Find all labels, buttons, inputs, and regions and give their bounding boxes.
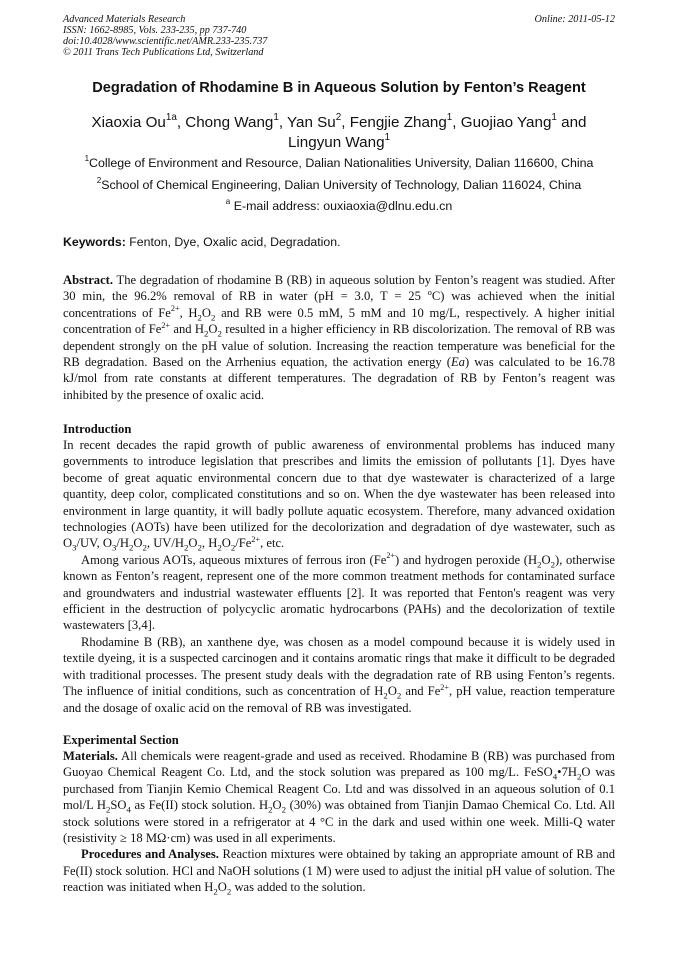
doi-line: doi:10.4028/www.scientific.net/AMR.233-235.737 xyxy=(63,36,268,47)
body-text: (30%) was obtained from Tianjin Damao Chemical Co. Ltd. All stock solutions were stored in a refrigerator at 4 °C in the dark and used within one week. Milli-Q water (resistivity ≥ 18 MΩ·cm) was used in all experiments. xyxy=(63,798,615,846)
abstract xyxy=(63,272,615,403)
subscript: 2 xyxy=(576,771,582,782)
body-text: , pH value, reaction temperature and the dosage of oxalic acid on the removal of RB was investigated. xyxy=(63,684,615,715)
subscript: 2 xyxy=(217,542,222,553)
subscript: 2 xyxy=(281,804,287,815)
paragraph xyxy=(63,437,615,552)
author: Guojiao Yang xyxy=(460,114,552,131)
body-text: and Fe xyxy=(401,684,441,699)
abstract-text: ) was calculated to be 16.78 kJ/mol from rate constants at different temperatures. The degradation of RB by Fenton’s reagent was inhibited by the presence of oxalic acid. xyxy=(63,355,615,402)
subscript: 2 xyxy=(396,690,402,701)
author-superscript: 1 xyxy=(446,112,453,124)
body-text: , etc. xyxy=(260,536,285,551)
author-conjunction: and xyxy=(561,114,587,131)
subscript: 2 xyxy=(184,542,189,553)
subscript: 2 xyxy=(197,312,202,323)
subscript: 2 xyxy=(204,328,209,339)
subscript: 4 xyxy=(552,771,558,782)
paragraph xyxy=(63,634,615,716)
journal-header xyxy=(63,14,615,58)
author-superscript: 1a xyxy=(165,112,177,124)
paragraph-label: Materials. xyxy=(63,749,118,763)
email-superscript: a xyxy=(225,197,231,207)
body-text: •7H xyxy=(557,765,577,780)
introduction-body xyxy=(63,437,615,716)
email-line xyxy=(63,199,615,213)
subscript: 2 xyxy=(213,886,218,897)
experimental-heading xyxy=(63,732,615,748)
body-text: Reaction mixtures were obtained by taking an appropriate amount of RB and Fe(II) stock solution. HCl and NaOH solutions (1 M) were used to adjust the initial pH value of solution. The reaction was initiated when H xyxy=(63,847,615,895)
abstract-text: , H xyxy=(179,305,198,320)
body-text: /H xyxy=(116,536,129,551)
body-text: O xyxy=(133,536,143,551)
copyright-line: © 2011 Trans Tech Publications Ltd, Switzerland xyxy=(63,47,264,58)
body-text: O xyxy=(221,536,231,551)
author-superscript: 2 xyxy=(335,112,342,124)
subscript: 2 xyxy=(217,328,222,339)
email-text: E-mail address: ouxiaoxia@dlnu.edu.cn xyxy=(233,199,453,213)
body-text: In recent decades the rapid growth of public awareness of environmental problems has induced many governments to introduce legislation that prescribes and limits the emission of pollutants [1]. Dyes have become of great aquatic environmental concern due to that dye wastewater is characterized of a large quantity, deep color, complicated constitutions and so on. When the dye wastewater has been released into environment in large quantity, it will badly pollute aquatic ecosystem. Therefore, many advanced oxidation technologies (AOTs) have been utilized for the decolorization and degradation of dye wastewater, such as O xyxy=(63,438,615,551)
charge-superscript: 2+ xyxy=(251,534,261,544)
subscript: 3 xyxy=(111,542,117,553)
body-text: ), otherwise known as Fenton’s reagent, represent one of the more common treatment methods for contaminated surface and groundwaters and industrial wastewater effluents [2]. It was reported that Fenton's reagent was very efficient in the destruction of polycyclic aromatic hydrocarbons (PAHs) and the decolorization of textile wastewaters [3,4]. xyxy=(63,552,616,633)
paragraph xyxy=(63,846,615,895)
journal-name: Advanced Materials Research xyxy=(63,14,186,25)
author-superscript: 1 xyxy=(273,112,279,124)
experimental-body xyxy=(63,748,615,896)
subscript: 2 xyxy=(383,690,388,701)
author: Xiaoxia Ou xyxy=(91,114,166,131)
subscript: 2 xyxy=(211,312,216,323)
charge-superscript: 2+ xyxy=(161,320,171,330)
author: Chong Wang xyxy=(185,114,274,131)
body-text: was added to the solution. xyxy=(231,880,366,895)
affiliation-superscript: 1 xyxy=(84,154,90,164)
body-text: , H xyxy=(201,536,218,551)
body-text: O xyxy=(541,552,551,567)
charge-superscript: 2+ xyxy=(386,551,396,561)
body-text: Rhodamine B (RB), an xanthene dye, was chosen as a model compound because it is widely used in textile dyeing, it is a suspected carcinogen and it contains aromatic rings that make it difficult to be degraded with traditional processes. The present study deals with the degradation rate of RB using Fenton’s regents. The influence of initial conditions, such as concentration of H xyxy=(63,634,615,699)
abstract-text: O xyxy=(201,305,212,320)
affiliation-text: College of Environment and Resource, Dalian Nationalities University, Dalian 116600, China xyxy=(89,156,594,170)
charge-superscript: 2+ xyxy=(170,304,180,314)
body-text: O xyxy=(387,684,397,699)
subscript: 2 xyxy=(537,559,542,570)
subscript: 4 xyxy=(126,804,131,815)
body-text: , UV/H xyxy=(146,536,184,551)
author-superscript: 1 xyxy=(551,112,557,124)
keywords-text: Fenton, Dye, Oxalic acid, Degradation. xyxy=(129,235,341,249)
abstract-text: and RB were 0.5 mM, 5 mM and 10 mg/L, respectively. A higher initial concentration of Fe xyxy=(63,305,615,337)
body-text: as Fe(II) stock solution. H xyxy=(130,798,269,813)
affiliation-text: School of Chemical Engineering, Dalian University of Technology, Dalian 116024, China xyxy=(101,178,582,192)
paragraph xyxy=(63,748,615,846)
author: Lingyun Wang xyxy=(287,134,385,151)
abstract-text: and H xyxy=(170,322,204,337)
body-text: /UV, O xyxy=(76,536,112,551)
body-text: All chemicals were reagent-grade and used as received. Rhodamine B (RB) was purchased from Guoyao Chemical Reagent Co. Ltd, and the stock solution was prepared as 100 mg/L. FeSO xyxy=(63,749,615,780)
section-heading: Introduction xyxy=(63,422,132,436)
affiliation-superscript: 2 xyxy=(96,176,102,186)
body-text: O xyxy=(272,798,282,813)
subscript: 2 xyxy=(128,542,134,553)
subscript: 2 xyxy=(226,886,232,897)
body-text: /Fe xyxy=(235,536,252,551)
author: Fengjie Zhang xyxy=(349,114,447,131)
body-text: Among various AOTs, aqueous mixtures of ferrous iron (Fe xyxy=(81,552,387,567)
subscript: 2 xyxy=(230,542,236,553)
subscript: 2 xyxy=(550,559,556,570)
issn-line: ISSN: 1662-8985, Vols. 233-235, pp 737-740 xyxy=(63,25,247,36)
paragraph-label: Procedures and Analyses. xyxy=(81,847,219,862)
subscript: 2 xyxy=(268,804,273,815)
abstract-text: resulted in a higher efficiency in RB discolorization. The removal of RB was dependent strongly on the pH value of solution. Increasing the reaction temperature was beneficial for the RB degradation. Based on the Arrhenius equation, the activation energy ( xyxy=(63,322,615,370)
abstract-text: O xyxy=(208,322,218,337)
body-text: SO xyxy=(110,798,127,813)
abstract-text: C) was achieved when the initial concentrations of Fe xyxy=(63,289,615,320)
affiliation-1 xyxy=(63,156,615,170)
body-text: O xyxy=(188,536,198,551)
body-text: O was purchased from Tianjin Kemio Chemical Reagent Co. Ltd and was dissolved in an aqueous solution of 0.1 mol/L H xyxy=(63,765,615,813)
abstract-label: Abstract. xyxy=(63,273,114,287)
body-text: ) and hydrogen peroxide (H xyxy=(395,552,538,567)
affiliation-2 xyxy=(63,178,615,192)
author-list: Xiaoxia $Ou^{1a}$, Chong Wang$^1$, Yan Su$^2$, Fengjie Zhang$^1$, Guojiao Yang$^1$ and Lingyun Wang$^1$ xyxy=(91,112,587,151)
charge-superscript: 2+ xyxy=(440,682,449,692)
subscript: 2 xyxy=(142,542,147,553)
abstract-italic-symbol: Ea xyxy=(450,355,465,370)
subscript: 2 xyxy=(197,542,202,553)
introduction-heading xyxy=(63,421,615,437)
degree-superscript: o xyxy=(427,287,432,297)
author-superscript: 1 xyxy=(384,132,391,144)
paper-title: Degradation of Rhodamine B in Aqueous Solution by Fenton’s Reagent xyxy=(92,80,586,96)
section-heading: Experimental Section xyxy=(63,733,179,747)
abstract-text: The degradation of rhodamine B (RB) in aqueous solution by Fenton’s reagent was studied. After 30 min, the 96.2% removal of RB in water (pH = 3.0, T = 25 xyxy=(63,273,615,304)
subscript: 2 xyxy=(106,804,111,815)
author: Yan Su xyxy=(287,114,336,131)
keywords xyxy=(63,235,615,249)
keywords-label: Keywords: xyxy=(63,235,126,249)
subscript: 3 xyxy=(72,542,77,553)
body-text: O xyxy=(217,880,227,895)
paragraph xyxy=(63,552,615,634)
online-date: Online: 2011-05-12 xyxy=(534,14,615,25)
